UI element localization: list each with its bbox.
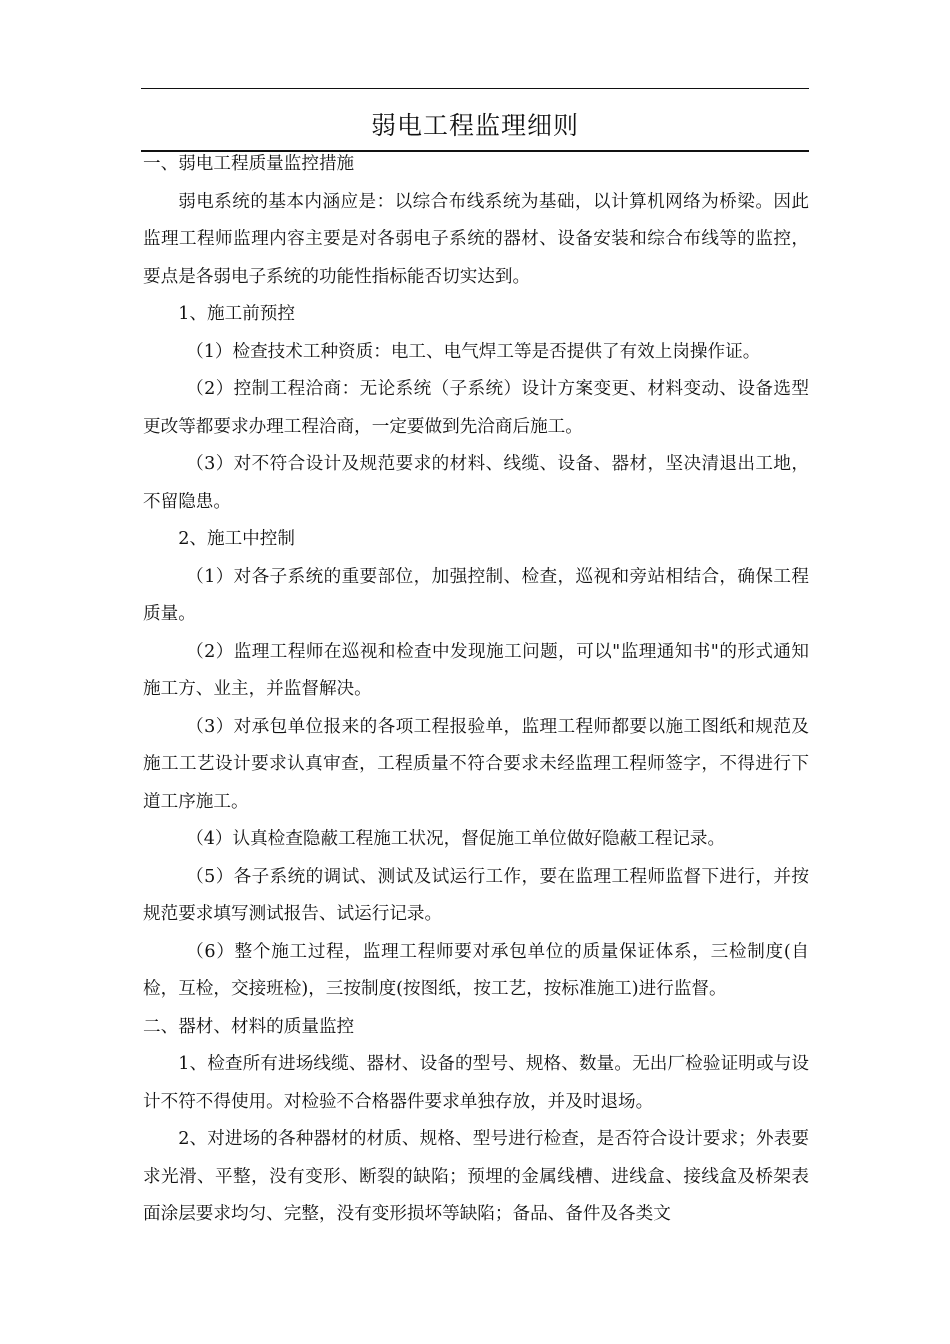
item-key-parts: （1）对各子系统的重要部位，加强控制、检查，巡视和旁站相结合，确保工程质量。 xyxy=(143,566,809,624)
item-reject-materials: （3）对不符合设计及规范要求的材料、线缆、设备、器材，坚决清退出工地，不留隐患。 xyxy=(143,454,809,512)
item-qualification-check: （1）检查技术工种资质：电工、电气焊工等是否提供了有效上岗操作证。 xyxy=(186,341,761,362)
paragraph-material-check: 2、对进场的各种器材的材质、规格、型号进行检查，是否符合设计要求；外表要求光滑、平整，没有变形、断裂的缺陷；预埋的金属线槽、进线盒、接线盒及桥架表面涂层要求均匀、完整，没有变形损坏等缺陷；备品、备件及各类文 xyxy=(143,1129,809,1224)
document-body xyxy=(143,146,809,1234)
paragraph-intro: 弱电系统的基本内涵应是：以综合布线系统为基础，以计算机网络为桥梁。因此监理工程师监理内容主要是对各弱电子系统的器材、设备安装和综合布线等的监控，要点是各弱电子系统的功能性指标能否切实达到。 xyxy=(143,191,809,287)
item-inspection-forms: （3）对承包单位报来的各项工程报验单，监理工程师都要以施工图纸和规范及施工工艺设计要求认真审查，工程质量不符合要求未经监理工程师签字，不得进行下道工序施工。 xyxy=(143,716,809,812)
item-quality-system: （6）整个施工过程，监理工程师要对承包单位的质量保证体系，三检制度(自检，互检，交接班检)，三按制度(按图纸，按工艺，按标准施工)进行监督。 xyxy=(143,941,809,999)
subheading-pre-construction: 1、施工前预控 xyxy=(178,304,295,324)
paragraph-incoming-check: 1、检查所有进场线缆、器材、设备的型号、规格、数量。无出厂检验证明或与设计不符不得使用。对检验不合格器件要求单独存放，并及时退场。 xyxy=(143,1054,809,1112)
item-hidden-works: （4）认真检查隐蔽工程施工状况，督促施工单位做好隐蔽工程记录。 xyxy=(186,829,726,849)
item-notice: （2）监理工程师在巡视和检查中发现施工问题，可以"监理通知书"的形式通知施工方、业主，并监督解决。 xyxy=(143,641,809,699)
document-title: 弱电工程监理细则 xyxy=(370,111,579,140)
top-rule xyxy=(141,88,809,89)
subheading-during-construction: 2、施工中控制 xyxy=(178,529,295,549)
section-heading-2: 二、器材、材料的质量监控 xyxy=(143,1016,355,1037)
section-heading-1: 一、弱电工程质量监控措施 xyxy=(143,154,355,174)
item-change-control: （2）控制工程洽商：无论系统（子系统）设计方案变更、材料变动、设备选型更改等都要求办理工程洽商，一定要做到先洽商后施工。 xyxy=(143,379,809,437)
item-testing: （5）各子系统的调试、测试及试运行工作，要在监理工程师监督下进行，并按规范要求填写测试报告、试运行记录。 xyxy=(143,866,809,924)
